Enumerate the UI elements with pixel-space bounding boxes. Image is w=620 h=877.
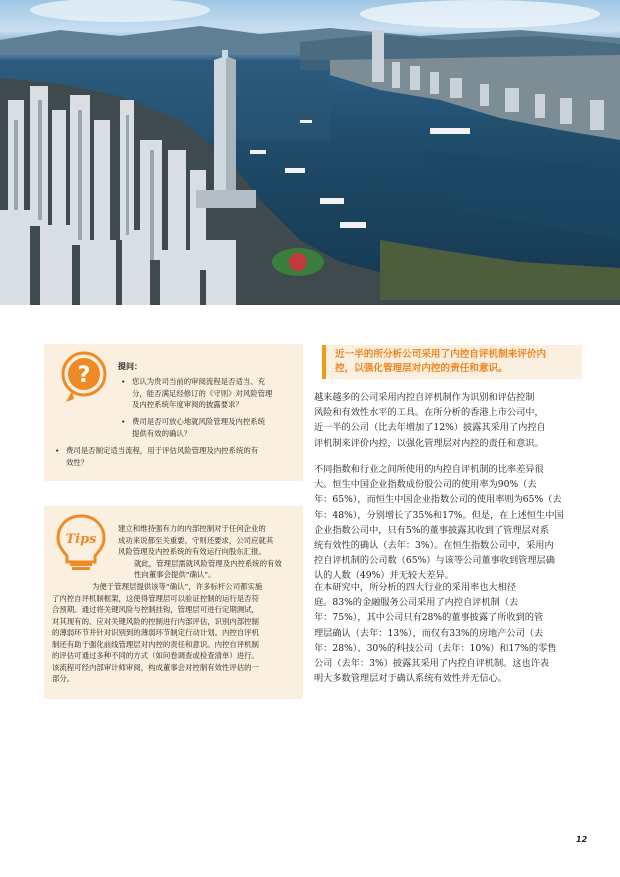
tips-line: 性向董事会提供“确认”。 [134, 570, 216, 579]
svg-text:?: ? [77, 363, 91, 388]
bullet-dot: • [121, 377, 126, 386]
bullet-dot: • [55, 446, 60, 455]
tips-panel [44, 506, 303, 699]
highlight-callout [322, 345, 582, 379]
question-line: 您认为贵司当前的审阅流程是否适当、充 [132, 377, 266, 386]
paragraph-line: 庭。83%的金融服务公司采用了内控自评机制（去 [314, 597, 519, 609]
question-item-3 [55, 445, 294, 468]
paragraph-line: 风险和有效性水平的工具。在所分析的香港上市公司中， [314, 407, 544, 419]
harbour-skyline-illustration [0, 0, 620, 305]
paragraph-line: 在本研究中，所分析的四大行业的采用率也大相径 [314, 582, 517, 593]
page-number: 12 [576, 835, 588, 844]
paragraph-line: 年：65%），而恒生中国企业指数公司的使用率则为65%（去 [314, 494, 562, 506]
tips-line: 为便于管理层提供该等“确认”，许多标杆公司都实施 [92, 582, 263, 591]
paragraph-1 [314, 390, 578, 451]
tips-line: 的薄弱环节并针对识别到的薄弱环节制定行动计划。内控自评机 [52, 628, 259, 637]
tips-line: 对其现有的、应对关键风险的控制进行内部评估，识别内部控制 [52, 616, 259, 626]
paragraph-line: 评机制来评价内控，以强化管理层对内控的责任和意识。 [314, 437, 544, 449]
paragraph-line: 近一半的公司（比去年增加了12%）披露其采用了内控自 [314, 422, 546, 434]
paragraph-line: 理层确认（去年：13%），而仅有33%的房地产公司（去 [314, 627, 544, 639]
paragraph-line: 年：75%），其中公司只有28%的董事披露了所收到的管 [314, 612, 544, 624]
question-line: 分，能否满足经修订的《守则》对风险管理 [132, 388, 273, 398]
hero-photo [0, 0, 620, 305]
tips-body [52, 581, 298, 685]
question-line: 及内控系统年度审阅的披露要求？ [132, 400, 243, 409]
paragraph-line: 控自评机制的公司数（65%）与该等公司董事收到管理层确 [314, 555, 555, 567]
tips-line: 合预期。通过将关键风险与控制挂钩，管理层可进行定期测试， [52, 605, 259, 614]
tips-line: 制还有助于强化前线管理层对内控的责任和意识。内控自评机制 [52, 639, 259, 649]
tips-line: 成功来说都至关重要。守则还要求，公司应就其 [118, 535, 274, 545]
paragraph-2 [314, 462, 578, 584]
paragraph-line: 年：48%），分别增长了35%和17%。但是，在上述恒生中国 [314, 509, 564, 521]
paragraph-line: 年：28%）、30%的科技公司（去年：10%）和17%的零售 [314, 642, 557, 654]
paragraph-line: 企业指数公司中，只有5%的董事披露其收到了管理层对系 [314, 524, 550, 536]
question-line: 费司是否可放心地就风险管理及内控系统 [132, 417, 266, 426]
tips-line: 风险管理及内控系统的有效运行向股东汇报。 [118, 547, 266, 556]
tips-line: 了内控自评机制框架，这使得管理层可以验证控制的运行是否符 [52, 593, 259, 603]
tips-bulb-icon [52, 512, 110, 574]
paragraph-line: 认的人数（49%）并无较大差异。 [314, 570, 454, 582]
paragraph-line: 明大多数管理层对于确认系统有效性并无信心。 [314, 673, 507, 685]
callout-line: 控，以强化管理层对内控的责任和意识。 [335, 363, 508, 374]
tips-line: 部分。 [52, 674, 75, 683]
question-line: 效性？ [66, 457, 89, 467]
tips-line: 建立和维持强有力的内部控制对于任何企业的 [118, 524, 266, 533]
paragraph-line: 越来越多的公司采用内控自评机制作为识别和评估控制 [314, 392, 535, 403]
question-item-2 [121, 416, 292, 439]
callout-line: 近一半的所分析公司采用了内控自评机制来评价内 [335, 349, 547, 360]
paragraph-line: 公司（去年：3%）披露其采用了内控自评机制。这也许表 [314, 658, 550, 670]
bullet-dot: • [121, 417, 126, 426]
tips-intro [118, 523, 294, 581]
question-item-1 [121, 376, 292, 411]
question-line: 费司是否制定适当流程，用于评估风险管理及内控系统的有 [66, 446, 259, 455]
callout-text [335, 348, 579, 376]
paragraph-line: 统有效性的确认（去年：3%）。在恒生指数公司中，采用内 [314, 540, 554, 552]
tips-line: 就此，管理层需就风险管理及内控系统的有效 [134, 558, 282, 568]
paragraph-line: 不同指数和行业之间所使用的内控自评机制的比率差异很 [314, 464, 544, 475]
tips-icon-label: Tips [65, 532, 97, 547]
question-panel [44, 344, 303, 481]
tips-line: 该流程可经内部审计师审阅，构成董事会对控制有效性评估的一 [52, 662, 259, 672]
tips-line: 的评估可通过多种不同的方式（如问卷调查或检查清单）进行。 [52, 651, 259, 660]
paragraph-3 [314, 580, 578, 686]
question-title: 提问： [118, 362, 142, 371]
question-mark-bulb-icon [58, 350, 114, 406]
paragraph-line: 大。恒生中国企业指数成份股公司的使用率为90%（去 [314, 479, 537, 491]
question-line: 提供有效的确认？ [132, 428, 192, 438]
